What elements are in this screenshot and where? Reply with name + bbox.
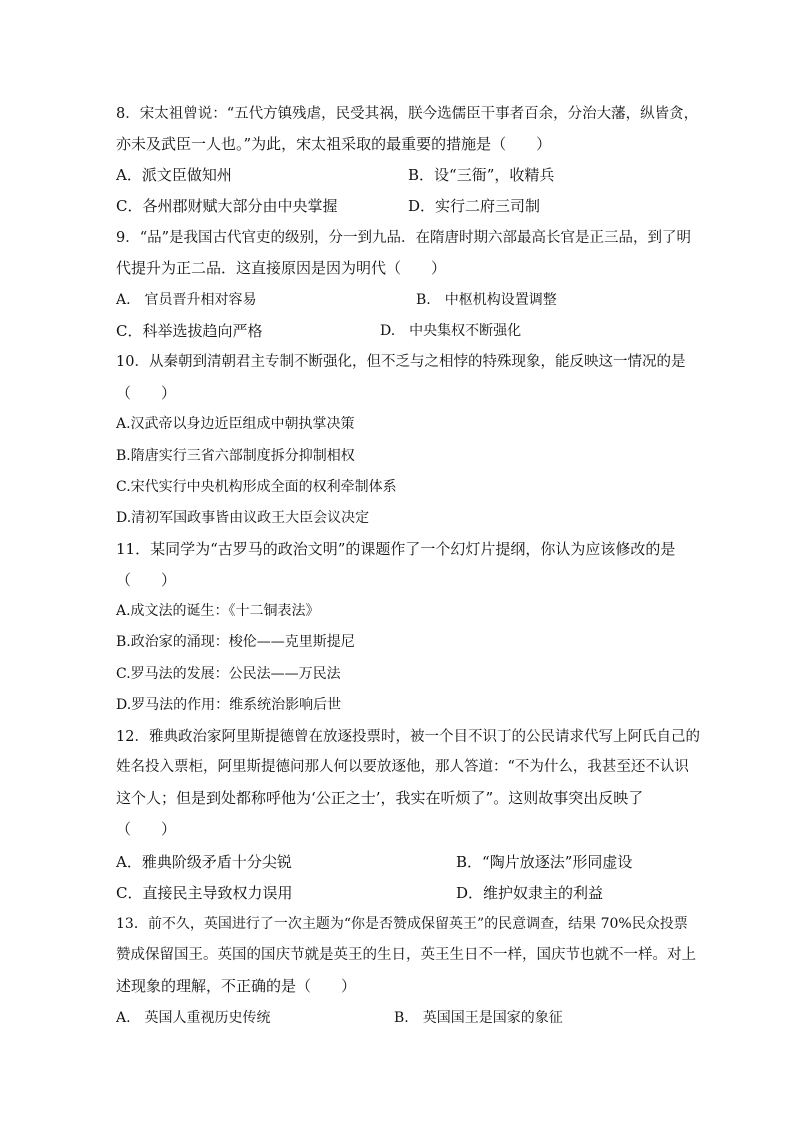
question-12-option-d: D．维护奴隶主的利益 — [456, 884, 604, 902]
question-8-option-d: D．实行二府三司制 — [408, 197, 541, 215]
question-13-option-b: B. 英国国王是国家的象征 — [394, 1010, 563, 1026]
question-12-stem-line-4: （ ） — [116, 820, 177, 838]
question-9-option-d: D. 中央集权不断强化 — [380, 323, 522, 339]
question-11-stem-line-2: （ ） — [116, 571, 177, 589]
question-11-stem-line-1: 11．某同学为“古罗马的政治文明”的课题作了一个幻灯片提纲，你认为应该修改的是 — [116, 540, 676, 558]
question-8-stem-line-1: 8．宋太祖曾说：“五代方镇残虐，民受其祸，朕今选儒臣干事者百余，分治大藩，纵皆贪， — [116, 106, 699, 122]
question-11-option-c: C.罗马法的发展：公民法——万民法 — [116, 666, 341, 682]
question-8-option-a: A．派文臣做知州 — [116, 166, 232, 184]
question-12-option-b: B．“陶片放逐法”形同虚设 — [456, 853, 633, 871]
question-13-stem-line-1: 13．前不久，英国进行了一次主题为“你是否赞成保留英王”的民意调查，结果 70%民众投票 — [116, 916, 688, 932]
question-8-stem-line-2: 亦未及武臣一人也。”为此，宋太祖采取的最重要的措施是（ ） — [116, 135, 552, 153]
question-12-option-a: A．雅典阶级矛盾十分尖锐 — [116, 853, 292, 871]
question-9-option-b: B. 中枢机构设置调整 — [416, 292, 557, 308]
question-12-option-c: C．直接民主导致权力误用 — [116, 884, 293, 902]
question-9-stem-line-1: 9．“品”是我国古代官吏的级别，分一到九品．在隋唐时期六部最高长官是正三品，到了明 — [116, 230, 692, 246]
question-13-option-a: A. 英国人重视历史传统 — [116, 1010, 271, 1026]
question-9-option-a: A. 官员晋升相对容易 — [116, 292, 257, 308]
question-11-option-d: D.罗马法的作用：维系统治影响后世 — [116, 697, 342, 713]
question-9-option-c: C．科举选拔趋向严格 — [116, 322, 263, 340]
question-9-stem-line-2: 代提升为正二品．这直接原因是因为明代（ ） — [116, 259, 447, 277]
question-13-stem-line-3: 述现象的理解，不正确的是（ ） — [116, 977, 357, 995]
question-12-stem-line-2: 姓名投入票柜，阿里斯提德问那人何以要放逐他，那人答道：“不为什么，我甚至还不认识 — [116, 759, 689, 775]
question-8-option-b: B．设“三衙”，收精兵 — [408, 166, 555, 184]
question-10-stem-line-1: 10．从秦朝到清朝君主专制不断强化，但不乏与之相悖的特殊现象，能反映这一情况的是 — [116, 354, 686, 370]
question-8-option-c: C．各州郡财赋大部分由中央掌握 — [116, 197, 338, 215]
question-10-option-d: D.清初军国政事皆由议政王大臣会议决定 — [116, 510, 370, 526]
question-10-stem-line-2: （ ） — [116, 384, 177, 402]
question-12-stem-line-1: 12．雅典政治家阿里斯提德曾在放逐投票时，被一个目不识丁的公民请求代写上阿氏自己的 — [116, 729, 700, 745]
question-10-option-b: B.隋唐实行三省六部制度拆分抑制相权 — [116, 448, 355, 464]
question-11-option-b: B.政治家的涌现：梭伦——克里斯提尼 — [116, 634, 355, 650]
question-11-option-a: A.成文法的诞生：《十二铜表法》 — [116, 603, 320, 619]
question-12-stem-line-3: 这个人；但是到处都称呼他为‘公正之士’，我实在听烦了”。这则故事突出反映了 — [116, 789, 644, 807]
question-10-option-c: C.宋代实行中央机构形成全面的权利牵制体系 — [116, 479, 397, 495]
question-13-stem-line-2: 赞成保留国王。英国的国庆节就是英王的生日，英王生日不一样，国庆节也就不一样。对上 — [116, 947, 696, 963]
question-10-option-a: A.汉武帝以身边近臣组成中朝执掌决策 — [116, 416, 355, 432]
